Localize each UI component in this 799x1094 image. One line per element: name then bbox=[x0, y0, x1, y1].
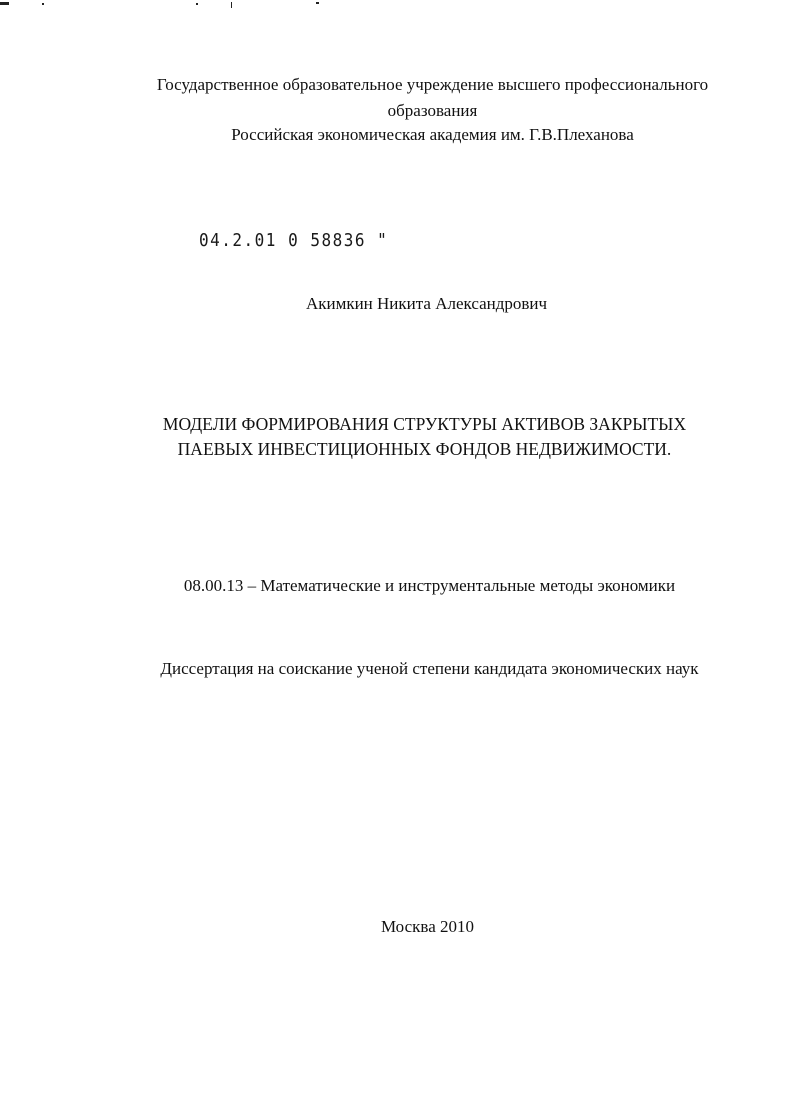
scan-artifact-mark bbox=[196, 3, 198, 5]
library-stamp-number: 04.2.01 0 58836 " bbox=[199, 229, 389, 251]
institution-line-1: Государственное образовательное учреждение высшего профессионального bbox=[156, 75, 709, 94]
author-name: Акимкин Никита Александрович bbox=[305, 294, 548, 313]
dissertation-title-line-2: ПАЕВЫХ ИНВЕСТИЦИОННЫХ ФОНДОВ НЕДВИЖИМОСТИ. bbox=[177, 439, 672, 459]
institution-line-3: Российская экономическая академия им. Г.В.Плеханова bbox=[231, 125, 634, 144]
scan-artifact-mark bbox=[316, 2, 319, 4]
institution-line-2: образования bbox=[387, 101, 478, 120]
scan-artifact-mark bbox=[231, 2, 232, 8]
dissertation-title-line-1: МОДЕЛИ ФОРМИРОВАНИЯ СТРУКТУРЫ АКТИВОВ ЗАКРЫТЫХ bbox=[162, 414, 687, 434]
degree-statement: Диссертация на соискание ученой степени кандидата экономических наук bbox=[160, 659, 699, 678]
specialty-code: 08.00.13 – Математические и инструментальные методы экономики bbox=[183, 576, 676, 595]
city-year: Москва 2010 bbox=[380, 917, 475, 936]
scan-artifact-mark bbox=[42, 3, 44, 5]
scan-artifact-mark bbox=[0, 2, 9, 5]
